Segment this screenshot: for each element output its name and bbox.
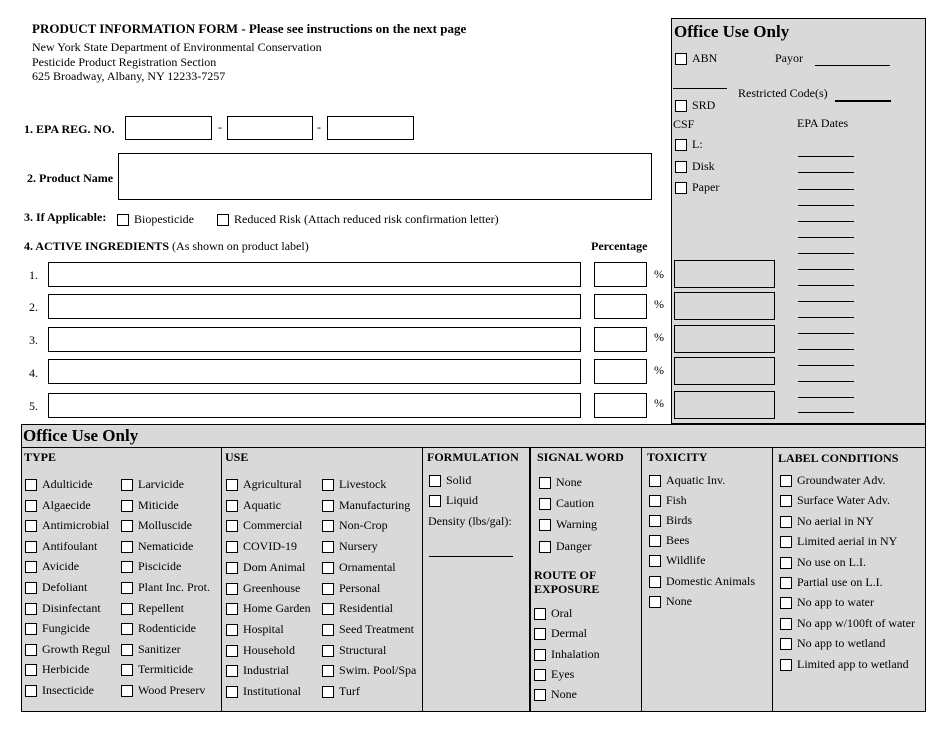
use-option-label: Nursery — [339, 539, 378, 554]
type-option-checkbox[interactable] — [25, 582, 37, 594]
epa-reg-label: 1. EPA REG. NO. — [24, 122, 115, 136]
epa-reg-part3-input[interactable] — [327, 116, 414, 140]
use-option-label: Seed Treatment — [339, 621, 414, 636]
type-option-label: Larvicide — [138, 477, 184, 491]
use-option-checkbox[interactable] — [226, 603, 238, 615]
type-option-label: Avicide — [42, 559, 80, 574]
toxicity-option-label: Bees — [666, 533, 690, 548]
label-condition-option-checkbox[interactable] — [780, 516, 792, 528]
use-option-label: Institutional — [243, 684, 301, 698]
use-option-label: Personal — [339, 580, 381, 595]
use-option-checkbox[interactable] — [322, 479, 334, 491]
type-option-checkbox[interactable] — [121, 479, 133, 491]
epa-date-line[interactable] — [798, 269, 854, 270]
toxicity-option-label: Fish — [666, 493, 687, 508]
epa-dash-2: - — [317, 120, 321, 134]
use-option-label: Household — [243, 642, 295, 657]
type-option-label: Wood Preserv — [138, 683, 206, 697]
toxicity-option-checkbox[interactable] — [649, 555, 661, 567]
l-checkbox[interactable] — [675, 139, 687, 151]
percent-sign: % — [654, 297, 664, 311]
percent-sign: % — [654, 396, 664, 410]
use-option-checkbox[interactable] — [322, 562, 334, 574]
route-option-checkbox[interactable] — [534, 628, 546, 640]
type-option-label: Adulticide — [42, 477, 93, 491]
office-percentage-box[interactable] — [674, 325, 775, 353]
liquid-label: Liquid — [446, 493, 478, 507]
epa-dash-1: - — [218, 120, 222, 134]
use-option-checkbox[interactable] — [322, 520, 334, 532]
route-option-checkbox[interactable] — [534, 669, 546, 681]
use-option-checkbox[interactable] — [226, 645, 238, 657]
use-option-label: Turf — [339, 684, 360, 698]
type-option-checkbox[interactable] — [121, 582, 133, 594]
product-name-input[interactable] — [118, 153, 652, 200]
signal-word-option-checkbox[interactable] — [539, 477, 551, 489]
type-option-checkbox[interactable] — [121, 664, 133, 676]
epa-date-line[interactable] — [798, 189, 854, 190]
type-option-checkbox[interactable] — [25, 500, 37, 512]
type-option-checkbox[interactable] — [121, 623, 133, 635]
active-ingredients-label: 4. ACTIVE INGREDIENTS — [24, 239, 170, 253]
epa-date-line[interactable] — [798, 156, 854, 157]
type-option-checkbox[interactable] — [25, 479, 37, 491]
use-option-label: Agricultural — [243, 477, 302, 491]
epa-date-line[interactable] — [798, 317, 854, 318]
label-condition-option-label: Surface Water Adv. — [797, 493, 890, 508]
csf-label: CSF — [673, 117, 695, 131]
disk-checkbox[interactable] — [675, 161, 687, 173]
type-option-label: Growth Regul — [42, 641, 111, 656]
type-option-label: Antifoulant — [42, 538, 98, 553]
toxicity-option-label: Birds — [666, 513, 693, 528]
ingredient-input-1[interactable] — [48, 262, 581, 287]
ingredient-input-3[interactable] — [48, 327, 581, 352]
use-option-label: Livestock — [339, 477, 387, 491]
active-ingredients-note: (As shown on product label) — [172, 239, 309, 253]
use-option-label: Non-Crop — [339, 518, 388, 533]
epa-date-line[interactable] — [798, 285, 854, 286]
office-percentage-box[interactable] — [674, 292, 775, 320]
use-option-label: Structural — [339, 642, 387, 657]
percent-sign: % — [654, 363, 664, 377]
office-percentage-box[interactable] — [674, 391, 775, 419]
label-condition-option-label: Limited aerial in NY — [797, 534, 898, 549]
percentage-input-4[interactable] — [594, 359, 647, 384]
biopesticide-label: Biopesticide — [134, 212, 194, 226]
percentage-input-1[interactable] — [594, 262, 647, 287]
type-option-checkbox[interactable] — [25, 603, 37, 615]
toxicity-option-checkbox[interactable] — [649, 535, 661, 547]
form-title: PRODUCT INFORMATION FORM - Please see instructions on the next page — [32, 21, 467, 36]
type-option-checkbox[interactable] — [121, 644, 133, 656]
column-divider — [641, 447, 642, 712]
type-header: TYPE — [24, 450, 57, 464]
label-condition-option-label: No aerial in NY — [797, 513, 874, 528]
epa-date-line[interactable] — [798, 172, 854, 173]
use-option-checkbox[interactable] — [322, 500, 334, 512]
label-condition-option-checkbox[interactable] — [780, 536, 792, 548]
use-option-label: Swim. Pool/Spa — [339, 663, 417, 678]
type-option-checkbox[interactable] — [25, 623, 37, 635]
percent-sign: % — [654, 330, 664, 344]
label-conditions-header: LABEL CONDITIONS — [778, 451, 899, 465]
signal-word-option-checkbox[interactable] — [539, 519, 551, 531]
applicable-label: 3. If Applicable: — [24, 210, 107, 224]
paper-checkbox[interactable] — [675, 182, 687, 194]
toxicity-option-checkbox[interactable] — [649, 596, 661, 608]
signal-word-option-label: Warning — [556, 517, 598, 532]
epa-date-line[interactable] — [798, 205, 854, 206]
use-option-checkbox[interactable] — [226, 541, 238, 553]
restricted-code-line[interactable] — [835, 100, 891, 102]
office-use-bottom-title: Office Use Only — [23, 426, 139, 445]
type-option-label: Molluscide — [138, 518, 192, 533]
use-option-checkbox[interactable] — [226, 583, 238, 595]
liquid-checkbox[interactable] — [429, 495, 441, 507]
route-option-label: Dermal — [551, 626, 587, 641]
type-option-label: Fungicide — [42, 621, 90, 636]
type-option-label: Insecticide — [42, 683, 94, 697]
epa-date-line[interactable] — [798, 237, 854, 238]
toxicity-option-label: Aquatic Inv. — [666, 473, 726, 487]
ingredient-row-number: 2. — [29, 300, 38, 314]
epa-date-line[interactable] — [798, 333, 854, 334]
epa-dates-label: EPA Dates — [797, 116, 849, 130]
route-header-line2: EXPOSURE — [534, 582, 600, 596]
route-option-checkbox[interactable] — [534, 649, 546, 661]
use-option-checkbox[interactable] — [322, 645, 334, 657]
label-condition-option-label: No app w/100ft of water — [797, 615, 915, 630]
use-header: USE — [225, 450, 249, 464]
epa-reg-part1-input[interactable] — [125, 116, 212, 140]
type-option-label: Repellent — [138, 600, 184, 615]
epa-date-line[interactable] — [798, 397, 854, 398]
product-name-label: 2. Product Name — [27, 171, 114, 185]
ingredient-input-5[interactable] — [48, 393, 581, 418]
use-option-checkbox[interactable] — [322, 541, 334, 553]
type-option-checkbox[interactable] — [25, 685, 37, 697]
percentage-input-5[interactable] — [594, 393, 647, 418]
label-condition-option-checkbox[interactable] — [780, 618, 792, 630]
signal-word-option-label: None — [556, 475, 582, 489]
route-option-label: None — [551, 687, 577, 702]
use-option-label: Dom Animal — [243, 559, 306, 574]
use-option-label: Home Garden — [243, 601, 311, 616]
type-option-label: Algaecide — [42, 497, 91, 512]
percentage-input-2[interactable] — [594, 294, 647, 319]
payor-label: Payor — [775, 51, 803, 65]
paper-label: Paper — [692, 180, 720, 194]
use-option-checkbox[interactable] — [226, 479, 238, 491]
use-option-checkbox[interactable] — [226, 562, 238, 574]
use-option-checkbox[interactable] — [226, 500, 238, 512]
reduced-risk-label: Reduced Risk (Attach reduced risk confirmation letter) — [234, 212, 499, 226]
type-option-label: Nematicide — [138, 538, 194, 553]
ingredient-row-number: 1. — [29, 268, 38, 282]
restricted-code-label: Restricted Code(s) — [738, 86, 828, 100]
type-option-checkbox[interactable] — [121, 685, 133, 697]
use-option-checkbox[interactable] — [226, 624, 238, 636]
percentage-label: Percentage — [591, 239, 648, 253]
solid-label: Solid — [446, 473, 472, 487]
formulation-header: FORMULATION — [427, 450, 519, 464]
org-section: Pesticide Product Registration Section — [32, 55, 217, 69]
column-divider — [221, 447, 222, 712]
epa-date-line[interactable] — [798, 381, 854, 382]
type-option-checkbox[interactable] — [25, 541, 37, 553]
type-option-checkbox[interactable] — [121, 561, 133, 573]
type-option-label: Termiticide — [138, 662, 194, 677]
column-divider — [772, 447, 773, 712]
epa-date-line[interactable] — [798, 349, 854, 350]
type-option-checkbox[interactable] — [25, 664, 37, 676]
use-option-label: Commercial — [243, 518, 303, 533]
label-condition-option-label: No app to water — [797, 595, 874, 610]
density-label: Density (lbs/gal): — [428, 514, 512, 528]
type-option-checkbox[interactable] — [121, 541, 133, 553]
org-address: 625 Broadway, Albany, NY 12233-7257 — [32, 69, 226, 83]
type-option-label: Piscicide — [138, 559, 182, 574]
epa-reg-part2-input[interactable] — [227, 116, 313, 140]
label-condition-option-label: No use on L.I. — [797, 554, 866, 569]
route-option-label: Inhalation — [551, 646, 600, 661]
label-condition-option-checkbox[interactable] — [780, 557, 792, 569]
reduced-risk-checkbox[interactable] — [217, 214, 229, 226]
use-option-label: Hospital — [243, 621, 284, 636]
label-condition-option-checkbox[interactable] — [780, 638, 792, 650]
type-option-label: Herbicide — [42, 662, 90, 677]
org-name: New York State Department of Environmental Conservation — [32, 40, 322, 54]
type-option-checkbox[interactable] — [25, 561, 37, 573]
ingredient-row-number: 3. — [29, 333, 38, 347]
use-option-label: COVID-19 — [243, 539, 297, 554]
epa-date-line[interactable] — [798, 412, 854, 413]
type-option-label: Disinfectant — [42, 600, 101, 615]
use-option-checkbox[interactable] — [322, 665, 334, 677]
toxicity-option-label: None — [666, 593, 692, 608]
column-divider — [529, 447, 531, 712]
toxicity-option-checkbox[interactable] — [649, 515, 661, 527]
biopesticide-checkbox[interactable] — [117, 214, 129, 226]
route-option-checkbox[interactable] — [534, 689, 546, 701]
l-label: L: — [692, 137, 703, 151]
ingredient-row-number: 5. — [29, 399, 38, 413]
toxicity-option-checkbox[interactable] — [649, 475, 661, 487]
type-option-label: Defoliant — [42, 580, 88, 594]
abn-label: ABN — [692, 51, 718, 65]
column-divider — [422, 447, 423, 712]
toxicity-option-checkbox[interactable] — [649, 495, 661, 507]
label-condition-option-checkbox[interactable] — [780, 577, 792, 589]
type-option-checkbox[interactable] — [25, 644, 37, 656]
srd-label: SRD — [692, 98, 716, 112]
payor-line[interactable] — [815, 65, 890, 66]
label-condition-option-label: No app to wetland — [797, 636, 886, 651]
active-ingredients-heading — [24, 239, 309, 254]
use-option-checkbox[interactable] — [322, 624, 334, 636]
signal-word-option-checkbox[interactable] — [539, 541, 551, 553]
use-option-checkbox[interactable] — [322, 603, 334, 615]
label-condition-option-label: Groundwater Adv. — [797, 473, 886, 487]
type-option-label: Sanitizer — [138, 641, 181, 656]
use-option-checkbox[interactable] — [322, 583, 334, 595]
use-option-label: Manufacturing — [339, 497, 411, 512]
signal-word-header: SIGNAL WORD — [537, 450, 624, 464]
epa-date-line[interactable] — [798, 221, 854, 222]
type-option-checkbox[interactable] — [121, 500, 133, 512]
toxicity-option-checkbox[interactable] — [649, 576, 661, 588]
use-option-label: Aquatic — [243, 497, 281, 512]
type-option-label: Rodenticide — [138, 621, 196, 636]
label-condition-option-checkbox[interactable] — [780, 659, 792, 671]
use-option-checkbox[interactable] — [322, 686, 334, 698]
use-option-label: Residential — [339, 601, 393, 616]
use-option-checkbox[interactable] — [226, 520, 238, 532]
label-condition-option-checkbox[interactable] — [780, 597, 792, 609]
ingredient-input-4[interactable] — [48, 359, 581, 384]
abn-checkbox[interactable] — [675, 53, 687, 65]
signal-word-option-label: Caution — [556, 496, 594, 511]
density-line[interactable] — [429, 556, 513, 557]
epa-date-line[interactable] — [798, 301, 854, 302]
epa-date-line[interactable] — [798, 365, 854, 366]
label-condition-option-checkbox[interactable] — [780, 475, 792, 487]
route-option-label: Eyes — [551, 666, 575, 681]
toxicity-header: TOXICITY — [647, 450, 708, 464]
type-option-checkbox[interactable] — [121, 603, 133, 615]
route-option-label: Oral — [551, 606, 573, 620]
toxicity-option-label: Wildlife — [666, 553, 706, 568]
type-option-label: Antimicrobial — [42, 518, 110, 533]
bottom-header-rule — [21, 447, 926, 448]
use-option-label: Industrial — [243, 663, 289, 678]
signal-word-option-label: Danger — [556, 538, 592, 553]
type-option-checkbox[interactable] — [25, 520, 37, 532]
percent-sign: % — [654, 267, 664, 281]
route-option-checkbox[interactable] — [534, 608, 546, 620]
route-header-line1: ROUTE OF — [534, 568, 597, 582]
office-use-top-title: Office Use Only — [674, 22, 790, 41]
use-option-checkbox[interactable] — [226, 665, 238, 677]
office-percentage-box[interactable] — [674, 357, 775, 385]
label-condition-option-label: Partial use on L.I. — [797, 575, 883, 589]
use-option-label: Greenhouse — [243, 580, 301, 595]
percentage-input-3[interactable] — [594, 327, 647, 352]
toxicity-option-label: Domestic Animals — [666, 573, 755, 588]
type-option-checkbox[interactable] — [121, 520, 133, 532]
use-option-checkbox[interactable] — [226, 686, 238, 698]
ingredient-row-number: 4. — [29, 366, 38, 380]
label-condition-option-label: Limited app to wetland — [797, 656, 909, 671]
srd-checkbox[interactable] — [675, 100, 687, 112]
type-option-label: Miticide — [138, 497, 179, 512]
divider-line — [673, 88, 727, 89]
disk-label: Disk — [692, 159, 715, 173]
use-option-label: Ornamental — [339, 559, 396, 574]
type-option-label: Plant Inc. Prot. — [138, 580, 210, 594]
epa-date-line[interactable] — [798, 253, 854, 254]
label-condition-option-checkbox[interactable] — [780, 495, 792, 507]
signal-word-option-checkbox[interactable] — [539, 498, 551, 510]
ingredient-input-2[interactable] — [48, 294, 581, 319]
solid-checkbox[interactable] — [429, 475, 441, 487]
office-percentage-box[interactable] — [674, 260, 775, 288]
